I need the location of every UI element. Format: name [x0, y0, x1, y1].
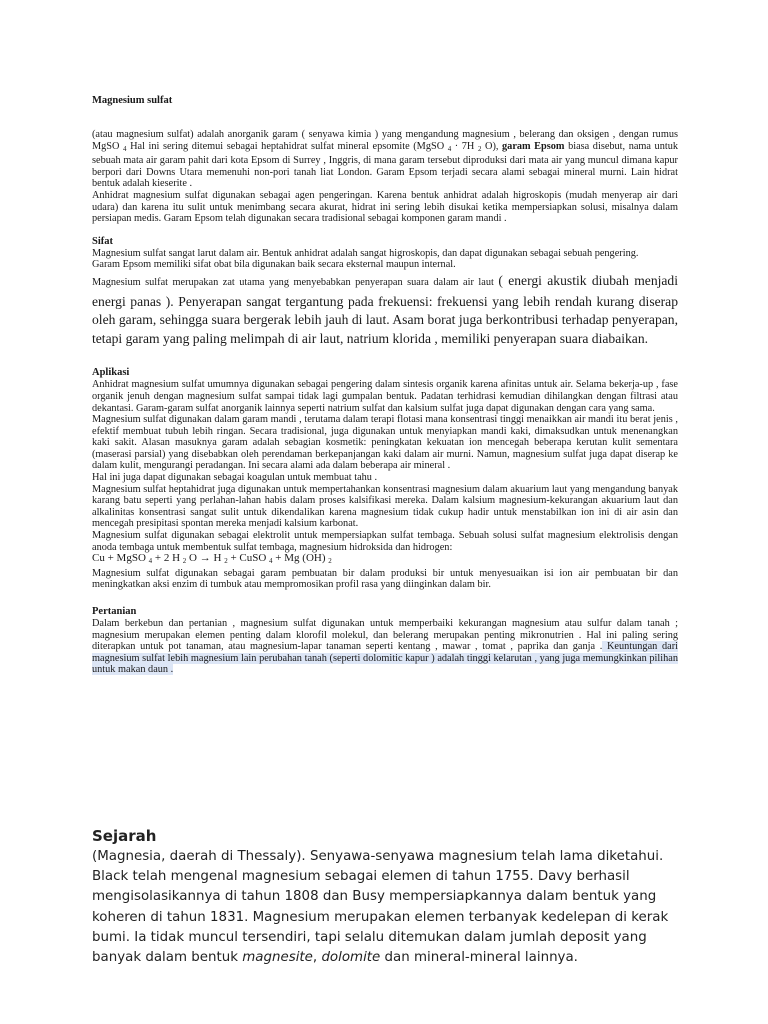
aplikasi-paragraph-4: Magnesium sulfat heptahidrat juga digunakan untuk mempertahankan konsentrasi magnesium dalam akuarium laut yang mengandung banyak karang batu seperti yang perlahan-lahan habis dalam proses kalsifikasi mereka. Dalam kalsium magnesium-kekurangan akuarium laut dan alkalinitas konsentrasi sangat sulit untuk dikendalikan karena magnesium tidak cukup hadir untuk menstabilkan ion ini di air asin dan mencegah presipitasi spontan mereka menjadi kalsium karbonat.	[92, 483, 678, 530]
section-heading-sifat: Sifat	[92, 235, 113, 247]
intro-paragraph-2: Anhidrat magnesium sulfat digunakan sebagai agen pengeringan. Karena bentuk anhidrat adalah higroskopis (mudah menyerap air dari udara) dan karena itu sulit untuk menimbang secara akurat, hidrat ini sering lebih disukai ketika mempersiapkan solusi, misalnya dalam persiapan medis. Garam Epsom telah digunakan secara tradisional sebagai komponen garam mandi .	[92, 189, 678, 225]
sejarah-paragraph: (Magnesia, daerah di Thessaly). Senyawa-senyawa magnesium telah lama diketahui. Black telah mengenal magnesium sebagai elemen di tahun 1755. Davy berhasil mengisolasikannya di tahun 1808 dan Busy mempersiapkannya dalam bentuk yang koheren di tahun 1831. Magnesium merupakan elemen terbanyak kedelepan di kerak bumi. Ia tidak muncul tersendiri, tapi selalu ditemukan dalam jumlah deposit yang banyak dalam bentuk magnesite, dolomite dan mineral-mineral lainnya.	[92, 849, 669, 966]
document-title: Magnesium sulfat	[92, 95, 173, 106]
sifat-paragraph-1: Magnesium sulfat sangat larut dalam air. Bentuk anhidrat adalah sangat higroskopis, dan dapat digunakan sebagai sebuah pengering.	[92, 247, 639, 259]
section-heading-sejarah: Sejarah	[92, 827, 157, 845]
sifat-paragraph-3: Magnesium sulfat merupakan zat utama yang menyebabkan penyerapan suara dalam air laut ( energi akustik diubah menjadi energi panas ). Penyerapan sangat tergantung pada frekuensi: frekuensi yang lebih rendah kurang diserap oleh garam, sehingga suara bergerak lebih jauh di laut. Asam borat juga berkontribusi terhadap penyerapan, tetapi garam yang paling melimpah di air laut, natrium klorida , memiliki penyerapan suara diabaikan.	[92, 272, 678, 346]
section-heading-pertanian: Pertanian	[92, 606, 137, 617]
bold-term: garam Epsom	[502, 140, 565, 152]
intro-paragraph-1: (atau magnesium sulfat) adalah anorganik garam ( senyawa kimia ) yang mengandung magnesium , belerang dan oksigen , dengan rumus MgSO $_4$ Hal ini sering ditemui sebagai heptahidrat sulfat mineral epsomite (MgSO $_4$ · 7H $_2$ O), garam Epsom biasa disebut, nama untuk sebuah mata air garam pahit dari kota Epsom di Surrey , Inggris, di mana garam tersebut diproduksi dari mata air yang muncul dimana kapur berpori dari Downs Utara memenuhi non-pori tanah liat London. Garam Epsom terjadi secara alami sebagai mineral murni. Lain hidrat bentuk adalah kieserite .	[92, 129, 679, 190]
aplikasi-paragraph-1: Anhidrat magnesium sulfat umumnya digunakan sebagai pengering dalam sintesis organik karena afinitas untuk air. Selama bekerja-up , fase organik jenuh dengan magnesium sulfat sampai tidak lagi gumpalan bentuk. Padatan terhidrasi kemudian dihilangkan dengan filtrasi atau dekantasi. Garam-garam sulfat anorganik lainnya seperti natrium sulfat dan kalsium sulfat juga dapat digunakan dengan cara yang sama.	[92, 379, 678, 414]
aplikasi-paragraph-3: Hal ini juga dapat digunakan sebagai koagulan untuk membuat tahu .	[92, 472, 378, 484]
pertanian-paragraph: Dalam berkebun dan pertanian , magnesium sulfat digunakan untuk memperbaiki kekurangan magnesium atau sulfur dalam tanah ; magnesium merupakan elemen penting dalam klorofil molekul, dan belerang merupakan penting mikronutrien . Hal ini paling sering diterapkan untuk pot tanaman, atau magnesium-lapar tanaman seperti kentang , mawar , tomat , paprika dan ganja . Keuntungan dari magnesium sulfat lebih magnesium lain perubahan tanah (seperti dolomitic kapur ) adalah tinggi kelarutan , yang juga memungkinkan pilihan untuk makan daun .	[92, 618, 678, 676]
aplikasi-paragraph-6: Magnesium sulfat digunakan sebagai garam pembuatan bir dalam produksi bir untuk menyesuaikan isi ion air pembuatan bir dan meningkatkan aksi enzim di tumbuk atau mempromosikan profil rasa yang diinginkan dalam bir.	[92, 567, 678, 591]
aplikasi-paragraph-2: Magnesium sulfat digunakan dalam garam mandi , terutama dalam terapi flotasi mana konsentrasi tinggi menaikkan air mandi itu berat jenis , efektif membuat tubuh lebih ringan. Secara tradisional, juga digunakan untuk menyiapkan mandi kaki, dimaksudkan untuk menenangkan kaki sakit. Alasan masuknya garam adalah sebagian kosmetik: peningkatan kekuatan ion mencegah beberapa kerutan kulit sementara (maserasi parsial) yang disebabkan oleh perendaman berkepanjangan kaki dalam air murni. Namun, magnesium sulfat juga dapat diserap ke dalam kulit, mengurangi peradangan. Ini secara alami ada dalam beberapa air mineral .	[92, 414, 678, 472]
sejarah-section	[92, 826, 678, 968]
sifat-paragraph-2: Garam Epsom memiliki sifat obat bila digunakan baik secara eksternal maupun internal.	[92, 259, 456, 271]
chemical-equation: Cu + MgSO $_4$ + 2 H $_2$ O → H $_2$ + CuSO $_4$ + Mg (OH) $_2$	[92, 552, 332, 566]
section-heading-aplikasi: Aplikasi	[92, 367, 130, 379]
aplikasi-paragraph-5: Magnesium sulfat digunakan sebagai elektrolit untuk mempersiapkan sulfat tembaga. Sebuah solusi sulfat magnesium elektrolisis dengan anoda tembaga untuk membentuk sulfat tembaga, magnesium hidroksida dan hidrogen:	[92, 530, 678, 553]
highlighted-text[interactable]: Keuntungan dari magnesium sulfat lebih magnesium lain perubahan tanah (seperti dolomitic kapur ) adalah tinggi kelarutan , yang juga memungkinkan pilihan untuk makan daun .	[92, 641, 678, 676]
document-page	[92, 94, 678, 676]
